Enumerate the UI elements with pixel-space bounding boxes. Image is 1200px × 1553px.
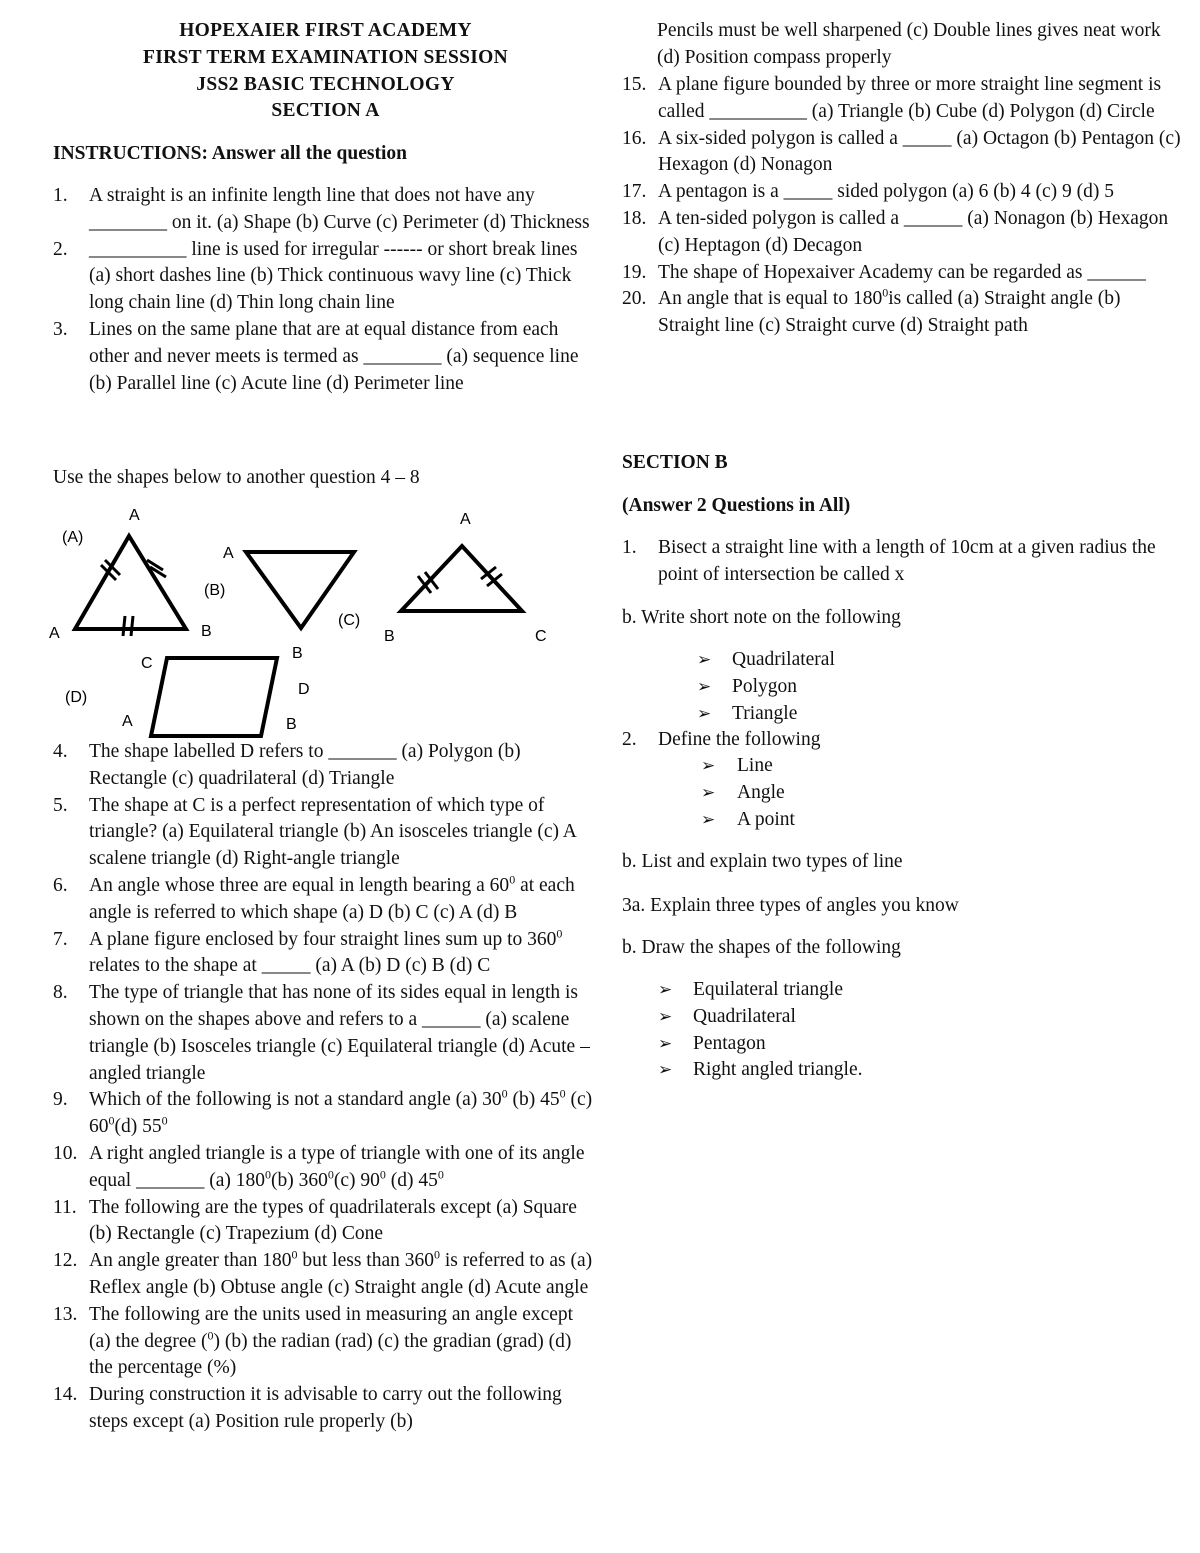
question-number: 4. (53, 741, 68, 762)
list-item (53, 317, 598, 397)
question-text (89, 795, 576, 870)
text-segment: Which of the following is not a standard angle (a) 30 (89, 1089, 502, 1111)
list-item (622, 179, 1182, 206)
triangle-a (75, 536, 186, 629)
text-segment: at each angle is referred to which shape (a) D (b) C (c) A (d) B (89, 874, 575, 923)
vertex-label: C (535, 628, 547, 645)
vertex-label: A (223, 545, 234, 562)
shape-label: (B) (204, 582, 226, 599)
text-segment: The shape of Hopexaiver Academy can be regarded as ______ (658, 261, 1146, 283)
question-number: 14. (53, 1384, 78, 1406)
list-item (53, 1087, 598, 1141)
section-b-q1 (622, 535, 1182, 589)
text-segment: An angle greater than 180 (89, 1250, 292, 1272)
shapes-intro: Use the shapes below to another question 4 – 8 (53, 467, 420, 488)
question-text (89, 319, 579, 394)
text-segment: relates to the shape at _____ (a) A (b) D (c) B (d) C (89, 955, 491, 977)
list-item (622, 701, 1182, 728)
text-segment: Lines on the same plane that are at equal distance from each other and never meets is termed as ________ (a) sequence line (b) Parallel line (c) Acute line (d) Perimeter line (89, 318, 579, 394)
vertex-label: A (122, 713, 133, 730)
superscript: 0 (556, 926, 563, 941)
list-item (53, 1141, 598, 1195)
question-text (89, 185, 590, 233)
question-text (89, 1086, 593, 1138)
parallelogram-d (151, 658, 277, 736)
vertex-label: C (141, 655, 153, 672)
question-text (89, 239, 577, 314)
list-item (622, 1004, 1182, 1031)
question-number: 16. (622, 127, 647, 149)
question-text (658, 181, 1114, 202)
question-number: 2. (53, 238, 68, 260)
question-number: 5. (53, 794, 68, 816)
text-segment: A pentagon is a _____ sided polygon (a) 6 (b) 4 (c) 9 (d) 5 (658, 181, 1114, 203)
bullet-text: A point (737, 808, 795, 830)
list-item (622, 1031, 1182, 1058)
list-item (622, 260, 1182, 287)
vertex-label: D (298, 681, 310, 698)
list-item (622, 535, 1182, 589)
section-b-q3a: 3a. Explain three types of angles you know (622, 895, 959, 916)
bullet-text: Line (737, 755, 773, 776)
question-number: 15. (622, 74, 647, 95)
bullet-text: Pentagon (693, 1032, 766, 1054)
question-number: 6. (53, 874, 68, 896)
question-number: 1. (53, 185, 68, 206)
list-item (53, 1302, 598, 1382)
vertex-label: B (286, 716, 297, 733)
list-item (53, 739, 598, 793)
list-item (622, 647, 1182, 674)
q3b-bullets (622, 977, 1182, 1084)
question-number: 2. (622, 729, 637, 750)
question-text: Bisect a straight line with a length of 10cm at a given radius the point of intersection be called x (658, 537, 1156, 585)
question-text (658, 262, 1146, 283)
question-text (658, 128, 1181, 176)
bullet-text: Triangle (732, 702, 798, 724)
section-b-title: SECTION B (622, 452, 728, 473)
question-text (89, 1143, 585, 1191)
list-item (622, 1057, 1182, 1084)
q2-bullets (622, 753, 1182, 833)
text-segment: A plane figure enclosed by four straight lines sum up to 360 (89, 928, 557, 950)
text-segment: A straight is an infinite length line that does not have any ________ on it. (a) Shape (b) Curve (c) Perimeter (d) Thickness (89, 185, 590, 233)
question-text (89, 741, 521, 789)
question-text (89, 982, 590, 1083)
arrow-bullet-icon: ➢ (697, 650, 712, 669)
question-text (89, 872, 575, 923)
subject-title: JSS2 BASIC TECHNOLOGY (196, 73, 455, 95)
list-item (622, 977, 1182, 1004)
question-text (658, 285, 1121, 337)
list-item (622, 286, 1182, 340)
superscript: 0 (437, 1167, 444, 1182)
question-text (658, 74, 1161, 122)
list-item (53, 1248, 598, 1302)
list-item (53, 237, 598, 317)
q14-continuation: Pencils must be well sharpened (c) Double lines gives neat work (d) Position compass properly (657, 20, 1161, 68)
school-name: HOPEXAIER FIRST ACADEMY (179, 20, 472, 41)
bullet-text: Angle (737, 781, 785, 803)
tick-mark (123, 616, 125, 636)
vertex-label: B (292, 645, 303, 662)
superscript: 0 (379, 1167, 386, 1182)
bullet-text: Quadrilateral (693, 1005, 796, 1027)
superscript: 0 (265, 1167, 271, 1182)
question-number: 18. (622, 207, 647, 229)
text-segment: is referred to as (a) Reflex angle (b) Obtuse angle (c) Straight angle (d) Acute angle (89, 1250, 593, 1298)
list-item (53, 793, 598, 873)
superscript: 0 (501, 1086, 508, 1101)
q1b-bullets (622, 647, 1182, 727)
question-number: 7. (53, 928, 68, 950)
text-segment: A six-sided polygon is called a _____ (a) Octagon (b) Pentagon (c) Hexagon (d) Nonagon (658, 127, 1181, 176)
question-text: Define the following (658, 729, 821, 750)
list-item (622, 727, 1182, 754)
question-number: 3. (53, 318, 68, 340)
vertex-label: A (129, 507, 140, 524)
arrow-bullet-icon: ➢ (658, 980, 673, 999)
section-b-q3b: b. Draw the shapes of the following (622, 937, 901, 958)
shape-label: (A) (62, 529, 84, 546)
text-segment: A ten-sided polygon is called a ______ (a) Nonagon (b) Hexagon (c) Heptagon (d) Decagon (658, 207, 1169, 256)
exam-header (53, 18, 598, 125)
exam-session: FIRST TERM EXAMINATION SESSION (143, 46, 508, 68)
question-number: 13. (53, 1303, 78, 1325)
superscript: 0 (509, 872, 516, 887)
section-a-title: SECTION A (271, 100, 380, 122)
question-text (89, 1247, 593, 1298)
question-number: 12. (53, 1250, 78, 1272)
superscript: 0 (161, 1113, 168, 1128)
text-segment: but less than 360 (297, 1250, 435, 1272)
list-item (53, 980, 598, 1087)
text-segment: An angle that is equal to 180 (658, 288, 883, 310)
vertex-label: A (49, 625, 60, 642)
list-item (622, 780, 1182, 807)
text-segment: The shape labelled D refers to _______ (a) Polygon (b) Rectangle (c) quadrilateral (d) Triangle (89, 741, 521, 789)
text-segment: (c) 60 (89, 1089, 593, 1138)
superscript: 0 (882, 285, 889, 300)
vertex-label: B (201, 623, 212, 640)
text-segment: The following are the types of quadrilaterals except (a) Square (b) Rectangle (c) Trapezium (d) Cone (89, 1196, 577, 1245)
arrow-bullet-icon: ➢ (701, 782, 716, 802)
superscript: 0 (327, 1167, 334, 1182)
text-segment: (d) 55 (114, 1116, 162, 1138)
text-segment: (b) 45 (507, 1089, 560, 1111)
shapes-figure (41, 498, 601, 738)
section-b-q1b: b. Write short note on the following (622, 607, 901, 628)
shape-label: (C) (338, 612, 361, 629)
text-segment: The shape at C is a perfect representation of which type of triangle? (a) Equilateral triangle (b) An isosceles triangle (c) A scalene triangle (d) Right-angle triangle (89, 794, 576, 870)
text-segment: An angle whose three are equal in length bearing a 60 (89, 874, 510, 896)
question-text (89, 1304, 573, 1379)
arrow-bullet-icon: ➢ (658, 1060, 673, 1080)
questions-1-3 (53, 183, 598, 397)
superscript: 0 (559, 1086, 566, 1101)
superscript: 0 (434, 1247, 441, 1262)
section-b-q2b: b. List and explain two types of line (622, 851, 903, 872)
arrow-bullet-icon: ➢ (658, 1006, 673, 1026)
section-b-q2 (622, 727, 1182, 754)
vertex-label: A (460, 511, 471, 528)
questions-4-14 (53, 739, 598, 1436)
superscript: 0 (207, 1328, 214, 1343)
text-segment: The following are the units used in measuring an angle except (a) the degree ( (89, 1303, 574, 1352)
list-item (622, 753, 1182, 780)
arrow-bullet-icon: ➢ (658, 1033, 673, 1053)
list-item (622, 206, 1182, 260)
list-item (53, 1195, 598, 1249)
bullet-text: Polygon (732, 675, 798, 697)
question-number: 8. (53, 982, 68, 1004)
question-number: 17. (622, 181, 647, 203)
question-number: 9. (53, 1089, 68, 1111)
instructions: INSTRUCTIONS: Answer all the question (53, 143, 407, 164)
text-segment: ) (b) the radian (rad) (c) the gradian (grad) (d) the percentage (%) (89, 1330, 572, 1379)
question-text (89, 1384, 562, 1432)
question-number: 10. (53, 1142, 78, 1164)
question-number: 11. (53, 1196, 77, 1218)
arrow-bullet-icon: ➢ (701, 756, 716, 775)
list-item (622, 126, 1182, 180)
question-text (89, 1197, 577, 1245)
superscript: 0 (108, 1113, 115, 1128)
text-segment: The type of triangle that has none of its sides equal in length is shown on the shapes above and refers to a ______ (a) scalene triangle (b) Isosceles triangle (c) Equilateral triangle (d) Acute – angled triangle (89, 982, 590, 1084)
section-b-subtitle: (Answer 2 Questions in All) (622, 495, 851, 516)
arrow-bullet-icon: ➢ (701, 809, 716, 829)
text-segment: A right angled triangle is a type of triangle with one of its angle equal _______ (a) 180 (89, 1142, 585, 1191)
arrow-bullet-icon: ➢ (697, 676, 712, 696)
list-item (53, 1382, 598, 1436)
bullet-text: Right angled triangle. (693, 1059, 863, 1081)
text-segment: (b) 360 (271, 1169, 328, 1191)
superscript: 0 (291, 1247, 298, 1262)
text-segment: is called (a) Straight angle (b) Straight line (c) Straight curve (d) Straight path (658, 288, 1121, 337)
text-segment: (d) 45 (385, 1169, 438, 1191)
questions-15-20 (622, 72, 1182, 340)
text-segment: __________ line is used for irregular ------ or short break lines (a) short dashes line (b) Thick continuous wavy line (c) Thick long chain line (d) Thin long chain line (89, 238, 578, 314)
list-item (622, 807, 1182, 834)
tick-mark (131, 616, 133, 636)
shape-label: (D) (65, 689, 88, 706)
vertex-label: B (384, 628, 395, 645)
text-segment: (c) 90 (333, 1169, 380, 1191)
text-segment: During construction it is advisable to carry out the following steps except (a) Position rule properly (b) (89, 1384, 562, 1432)
list-item (53, 927, 598, 981)
bullet-text: Equilateral triangle (693, 979, 843, 1000)
bullet-text: Quadrilateral (732, 649, 835, 670)
question-number: 19. (622, 261, 647, 283)
list-item (622, 72, 1182, 126)
arrow-bullet-icon: ➢ (697, 703, 712, 723)
question-number: 20. (622, 288, 647, 310)
question-text (89, 926, 563, 977)
list-item (622, 674, 1182, 701)
question-number: 1. (622, 537, 637, 558)
question-text (658, 208, 1168, 256)
list-item (53, 183, 598, 237)
list-item (53, 873, 598, 927)
text-segment: A plane figure bounded by three or more straight line segment is called __________ (a) Triangle (b) Cube (d) Polygon (d) Circle (658, 74, 1162, 122)
